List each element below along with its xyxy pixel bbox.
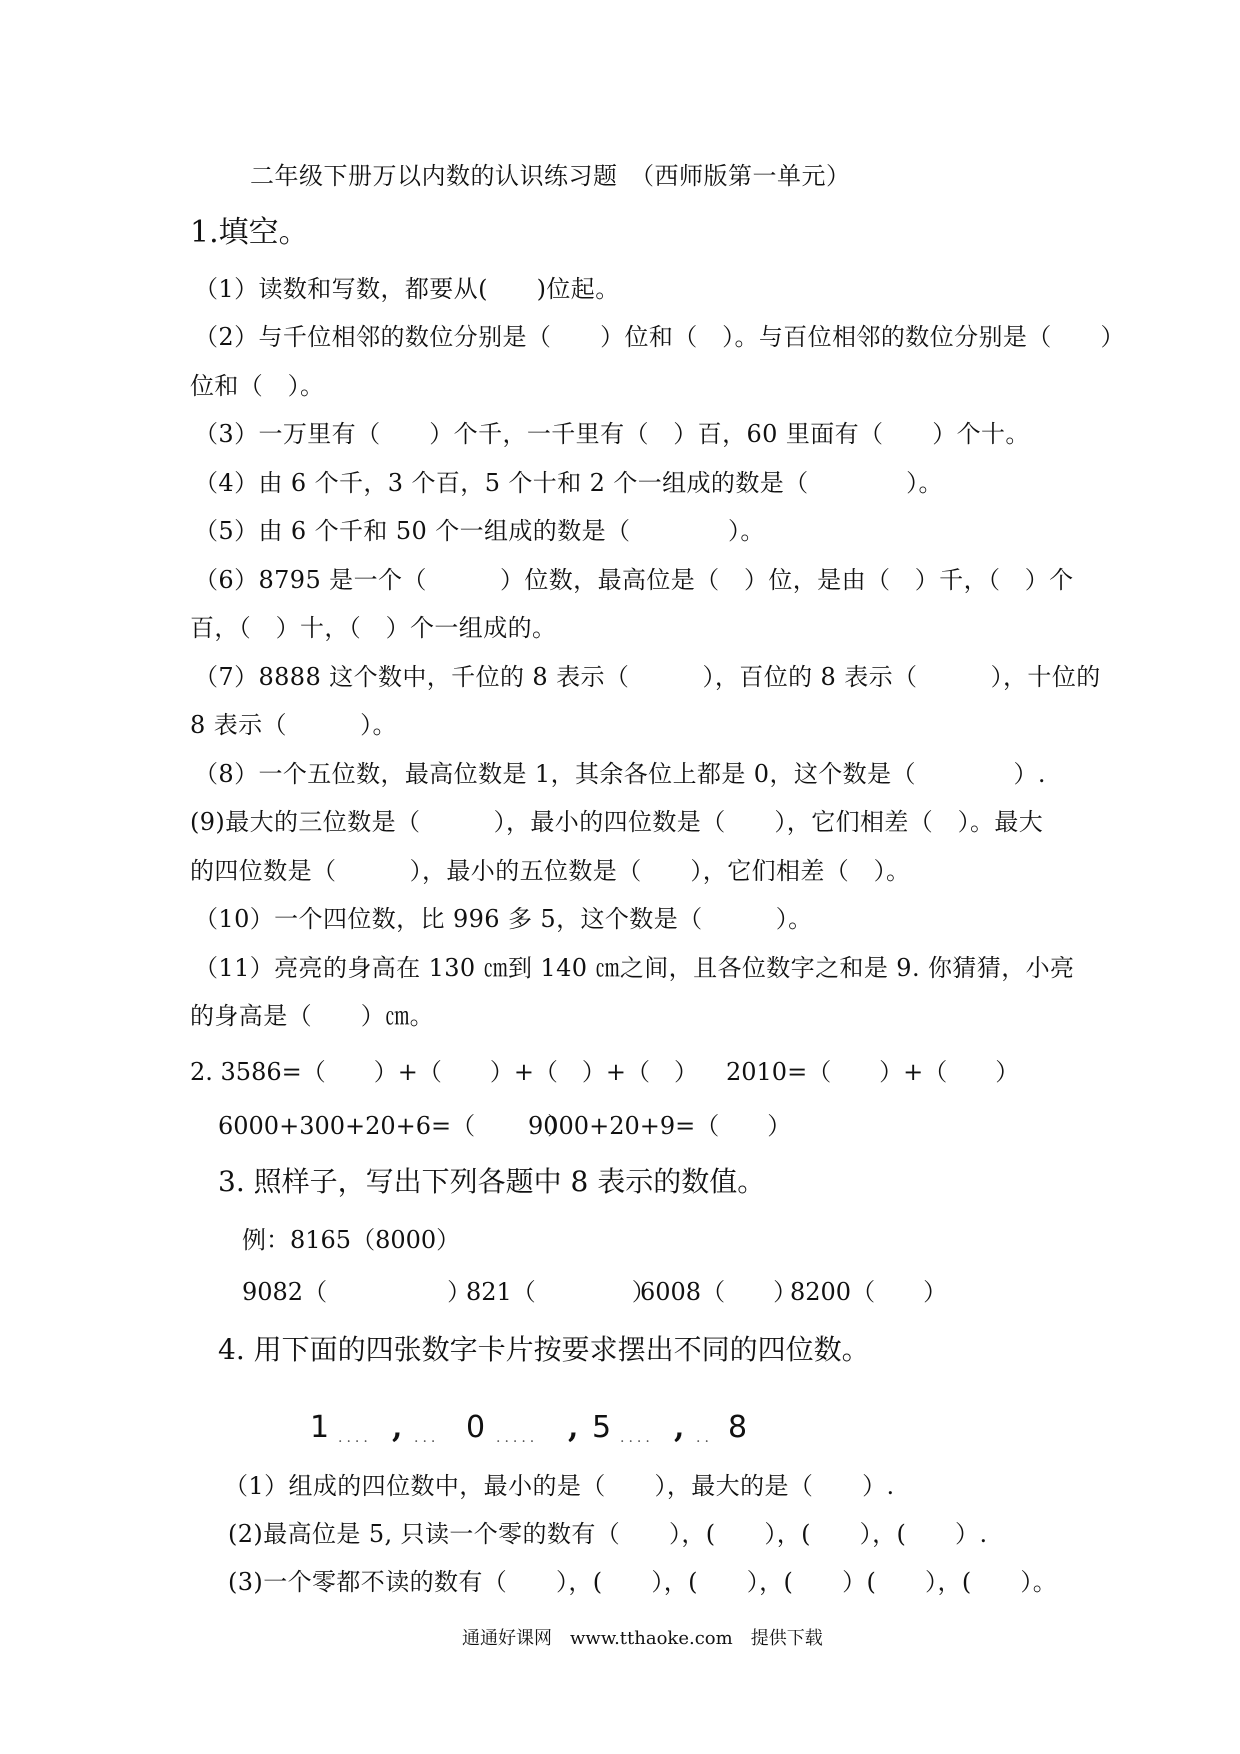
question-1-9-cont: 的四位数是（ ），最小的五位数是（ ），它们相差（ ）。 bbox=[190, 857, 911, 885]
question-1-7-cont: 8 表示（ ）。 bbox=[190, 711, 397, 739]
digit-card-3: 5 bbox=[592, 1410, 612, 1445]
page-title: 二年级下册万以内数的认识练习题 （西师版第一单元） bbox=[250, 162, 851, 190]
question-1-5: （5）由 6 个千和 50 个一组成的数是（ ）。 bbox=[194, 517, 765, 545]
question-1-7: （7）8888 这个数中，千位的 8 表示（ ），百位的 8 表示（ ），十位的 bbox=[194, 663, 1101, 691]
card-dots: .... bbox=[338, 1430, 372, 1446]
section-3-heading: 3. 照样子，写出下列各题中 8 表示的数值。 bbox=[218, 1165, 766, 1198]
section-2-line-2a: 6000+300+20+6=（ ） bbox=[218, 1112, 572, 1140]
section-1-heading: 1.填空。 bbox=[190, 215, 309, 250]
question-1-11-cont: 的身高是（ ）㎝。 bbox=[190, 1002, 434, 1030]
section-3-item-1: 9082（ ） bbox=[242, 1278, 472, 1306]
question-1-2-cont: 位和（ ）。 bbox=[190, 372, 325, 400]
question-1-1: （1）读数和写数，都要从( )位起。 bbox=[194, 275, 620, 303]
section-4-heading: 4. 用下面的四张数字卡片按要求摆出不同的四位数。 bbox=[218, 1333, 870, 1366]
digit-card-1: 1 bbox=[310, 1410, 330, 1445]
digit-card-4: 8 bbox=[728, 1410, 748, 1445]
section-3-item-3: 6008（ ） bbox=[640, 1278, 798, 1306]
question-1-9: (9)最大的三位数是（ ），最小的四位数是（ ），它们相差（ ）。最大 bbox=[190, 808, 1044, 836]
digit-cards bbox=[310, 1410, 770, 1450]
question-1-6: （6）8795 是一个（ ）位数，最高位是（ ）位，是由（ ）千，（ ）个 bbox=[194, 566, 1074, 594]
card-separator: , bbox=[674, 1410, 685, 1445]
section-3-item-4: 8200（ ） bbox=[790, 1278, 948, 1306]
card-separator: , bbox=[392, 1410, 403, 1445]
digit-card-2: 0 bbox=[466, 1410, 486, 1445]
section-4-question-1: （1）组成的四位数中，最小的是（ ），最大的是（ ）. bbox=[224, 1472, 895, 1500]
section-3-item-2: 821（ ） bbox=[466, 1278, 656, 1306]
section-2-line-1b: 2010=（ ）+（ ） bbox=[726, 1058, 1020, 1086]
question-1-10: （10）一个四位数，比 996 多 5，这个数是（ ）。 bbox=[194, 905, 813, 933]
card-dots: .. bbox=[696, 1430, 713, 1446]
question-1-4: （4）由 6 个千，3 个百，5 个十和 2 个一组成的数是（ ）。 bbox=[194, 469, 943, 497]
question-1-2: （2）与千位相邻的数位分别是（ ）位和（ ）。与百位相邻的数位分别是（ ） bbox=[194, 323, 1125, 351]
section-3-example: 例：8165（8000） bbox=[242, 1226, 461, 1254]
page-footer: 通通好课网 www.tthaoke.com 提供下载 bbox=[462, 1628, 823, 1649]
question-1-11: （11）亮亮的身高在 130 ㎝到 140 ㎝之间，且各位数字之和是 9. 你猜猜，小亮 bbox=[194, 954, 1075, 982]
card-separator: , bbox=[568, 1410, 579, 1445]
question-1-3: （3）一万里有（ ）个千，一千里有（ ）百，60 里面有（ ）个十。 bbox=[194, 420, 1030, 448]
card-dots: .... bbox=[620, 1430, 654, 1446]
question-1-6-cont: 百，（ ）十，（ ）个一组成的。 bbox=[190, 614, 557, 642]
section-4-question-3: (3)一个零都不读的数有（ ），( ），( ），( ）( ），( ）。 bbox=[228, 1568, 1058, 1596]
section-2-line-1a: 2. 3586=（ ）+（ ）+（ ）+（ ） bbox=[190, 1058, 699, 1086]
card-dots: ... bbox=[414, 1430, 440, 1446]
question-1-8: （8）一个五位数，最高位数是 1，其余各位上都是 0，这个数是（ ）. bbox=[194, 760, 1046, 788]
card-dots: ..... bbox=[496, 1430, 539, 1446]
section-2-line-2b: 9000+20+9=（ ） bbox=[528, 1112, 792, 1140]
section-4-question-2: (2)最高位是 5, 只读一个零的数有（ ），( ），( ），( ）. bbox=[228, 1520, 988, 1548]
